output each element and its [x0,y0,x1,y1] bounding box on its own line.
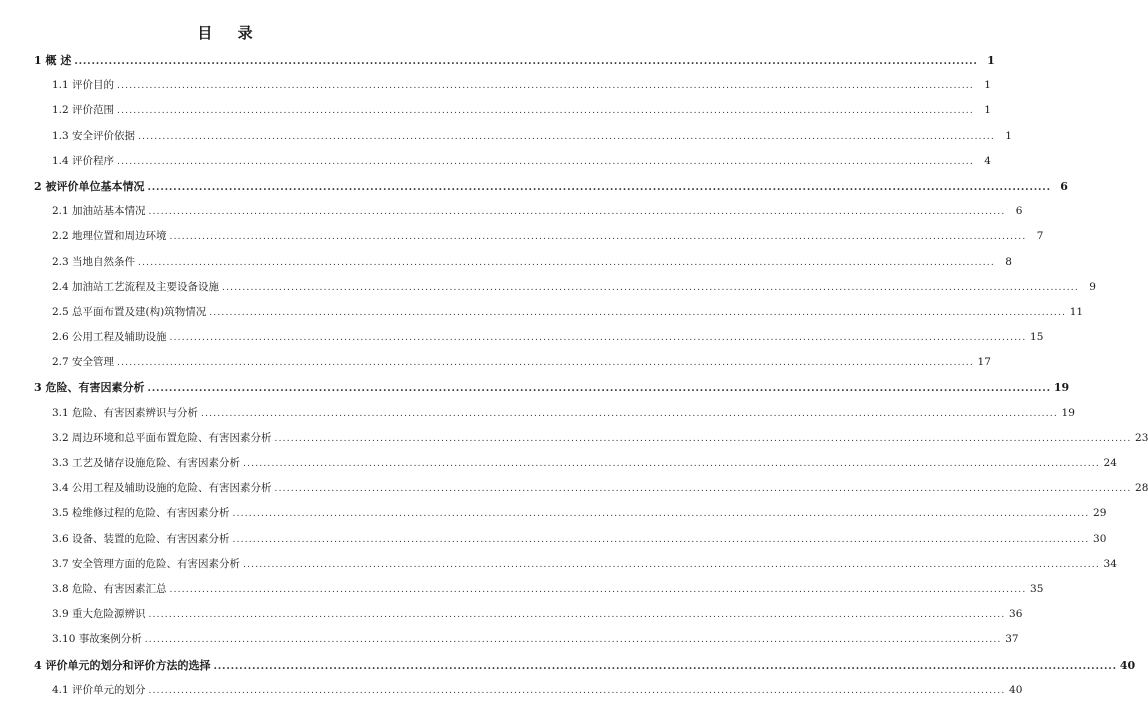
toc-dot-leader: ................................................................................................................................................................................................................... [201,408,1058,419]
toc-dot-leader: ................................................................................................................................................................................................................... [232,534,1090,545]
toc-entry-title: 2.3 当地自然条件 [52,255,136,268]
toc-dot-leader: ................................................................................................................................................................................................................... [169,584,1027,595]
toc-dot-leader: ................................................................................................................................................................................................................... [274,484,1132,495]
toc-page-number: 8 [1005,255,1012,268]
toc-section-entry[interactable] [0,577,1044,602]
toc-page-number: 15 [1030,331,1044,344]
toc-page-number: 6 [1015,205,1023,218]
toc-page-number: 1 [987,54,995,67]
toc-page-number: 6 [1060,179,1068,193]
toc-dot-leader: ................................................................................................................................................................................................................... [117,106,974,117]
toc-entry-title: 1.3 安全评价依据 [52,129,136,142]
toc-page-number: 19 [1061,406,1075,419]
toc-entry-title: 2.7 安全管理 [52,356,115,369]
toc-section-entry[interactable] [0,501,1107,526]
toc-page-number: 29 [1093,507,1107,520]
toc-entry-title: 3.2 周边环境和总平面布置危险、有害因素分析 [52,431,272,444]
toc-page-number: 36 [1009,608,1023,621]
toc-dot-leader: ................................................................................................................................................................................................................... [222,282,1079,293]
toc-dot-leader: ................................................................................................................................................................................................................... [209,307,1067,318]
toc-page-number: 40 [1119,658,1136,672]
toc-section-entry[interactable] [0,98,991,123]
toc-page-number: 30 [1093,532,1107,545]
toc-entry-title: 3.1 危险、有害因素辨识与分析 [52,406,199,419]
toc-page-number: 40 [1009,683,1023,696]
toc-section-entry[interactable] [0,350,991,375]
toc-page-number: 34 [1103,557,1117,570]
toc-entry-title: 1.4 评价程序 [52,154,115,167]
toc-page-number: 9 [1089,280,1096,293]
toc-entry-title: 3.4 公用工程及辅助设施的危险、有害因素分析 [52,482,272,495]
toc-dot-leader: ................................................................................................................................................................................................................... [213,660,1117,672]
toc-page-number: 35 [1030,582,1044,595]
toc-entry-title: 2.2 地理位置和周边环境 [52,230,167,243]
toc-section-entry[interactable] [0,627,1019,652]
toc-section-entry[interactable] [0,224,1044,249]
toc-section-entry[interactable] [0,602,1023,627]
toc-chapter-entry[interactable] [0,48,995,73]
toc-section-entry[interactable] [0,325,1044,350]
toc-page-number: 11 [1069,305,1084,318]
toc-dot-leader: ................................................................................................................................................................................................................... [147,383,1051,395]
toc-entry-title: 3.5 检维修过程的危险、有害因素分析 [52,507,230,520]
toc-entry-title: 2.6 公用工程及辅助设施 [52,331,167,344]
toc-entry-title: 4 评价单元的划分和评价方法的选择 [34,658,211,672]
toc-section-entry[interactable] [0,275,1096,300]
toc-dot-leader: ................................................................................................................................................................................................................... [148,207,1006,218]
toc-section-entry[interactable] [0,401,1075,426]
toc-dot-leader: ................................................................................................................................................................................................................... [243,459,1100,469]
toc-page-number: 28 [1135,482,1148,495]
toc-entry-title: 3.7 安全管理方面的危险、有害因素分析 [52,557,241,570]
toc-page-number: 7 [1036,230,1044,243]
toc-section-entry[interactable] [0,73,991,98]
toc-entry-title: 1.2 评价范围 [52,104,115,117]
toc-chapter-entry[interactable] [0,375,1070,400]
toc-entry-title: 4.1 评价单元的划分 [52,683,146,696]
toc-section-entry[interactable] [0,300,1084,325]
toc-entry-title: 3.3 工艺及储存设施危险、有害因素分析 [52,457,241,469]
toc-section-entry[interactable] [0,124,1012,149]
toc-page-number: 17 [977,356,991,369]
toc-dot-leader: ................................................................................................................................................................................................................... [74,56,978,67]
toc-section-entry[interactable] [0,527,1107,552]
toc-section-entry[interactable] [0,250,1012,275]
toc-section-entry[interactable] [0,149,991,174]
toc-page-number: 1 [1005,129,1012,142]
toc-dot-leader: ................................................................................................................................................................................................................... [147,181,1051,193]
toc-section-entry[interactable] [0,451,1117,476]
toc-dot-leader: ................................................................................................................................................................................................................... [148,685,1006,696]
toc-section-entry[interactable] [0,476,1148,501]
toc-dot-leader: ................................................................................................................................................................................................................... [117,156,974,167]
toc-entry-title: 1 概 述 [34,54,72,67]
toc-page-number: 4 [984,154,991,167]
toc-chapter-entry[interactable] [0,653,1136,678]
toc-entry-title: 3.9 重大危险源辨识 [52,608,146,621]
toc-dot-leader: ................................................................................................................................................................................................................... [138,131,995,142]
toc-entry-title: 2 被评价单位基本情况 [34,179,145,193]
toc-page-number: 24 [1103,457,1117,469]
toc-entry-title: 2.5 总平面布置及建(构)筑物情况 [52,305,207,318]
toc-entry-title: 2.1 加油站基本情况 [52,205,146,218]
toc-dot-leader: ................................................................................................................................................................................................................... [138,257,995,268]
toc-page-number: 19 [1053,381,1070,395]
toc-section-entry[interactable] [0,199,1023,224]
page-title: 目 录 [197,24,263,42]
toc-entry-title: 3.6 设备、装置的危险、有害因素分析 [52,532,230,545]
table-of-contents [0,48,1148,703]
toc-page-number: 37 [1005,633,1019,646]
toc-dot-leader: ................................................................................................................................................................................................................... [117,81,974,92]
toc-page-number: 23 [1135,431,1148,444]
toc-dot-leader: ................................................................................................................................................................................................................... [117,358,974,369]
toc-dot-leader: ................................................................................................................................................................................................................... [169,333,1027,344]
toc-chapter-entry[interactable] [0,174,1068,199]
toc-dot-leader: ................................................................................................................................................................................................................... [144,635,1002,646]
toc-entry-title: 3.10 事故案例分析 [52,633,142,646]
toc-entry-title: 3 危险、有害因素分析 [34,381,145,395]
toc-page-number: 1 [984,104,991,117]
toc-section-entry[interactable] [0,426,1148,451]
toc-page-number: 1 [984,79,991,92]
toc-entry-title: 2.4 加油站工艺流程及主要设备设施 [52,280,220,293]
toc-dot-leader: ................................................................................................................................................................................................................... [274,433,1132,444]
toc-dot-leader: ................................................................................................................................................................................................................... [232,509,1090,520]
toc-entry-title: 1.1 评价目的 [52,79,115,92]
toc-dot-leader: ................................................................................................................................................................................................................... [169,232,1027,243]
toc-entry-title: 3.8 危险、有害因素汇总 [52,582,167,595]
toc-dot-leader: ................................................................................................................................................................................................................... [148,610,1006,621]
toc-section-entry[interactable] [0,678,1023,703]
toc-section-entry[interactable] [0,552,1117,577]
toc-dot-leader: ................................................................................................................................................................................................................... [243,559,1100,570]
